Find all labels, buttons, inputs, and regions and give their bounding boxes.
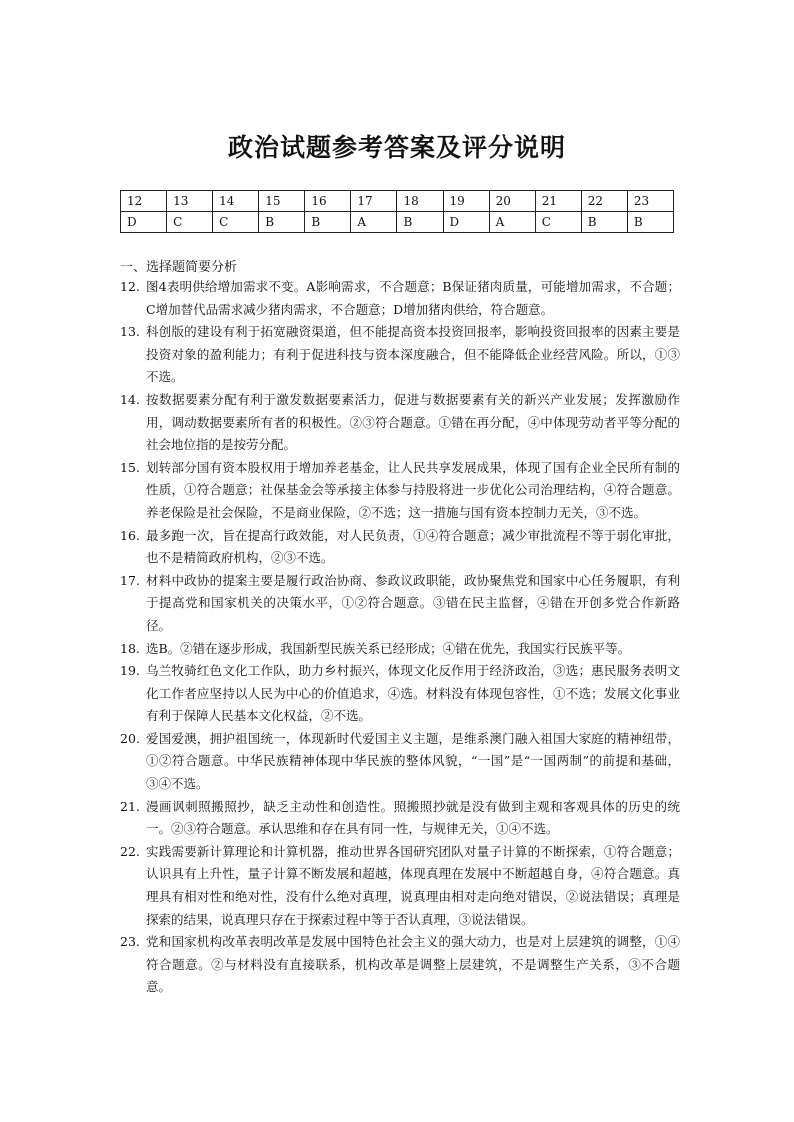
item-text: 选B。②错在逐步形成，我国新型民族关系已经形成；④错在优先，我国实行民族平等。 bbox=[146, 640, 631, 656]
item-text: 材料中政协的提案主要是履行政治协商、参政议政职能，政协聚焦党和国家中心任务履职，有利于提高党和国家机关的决策水平，①②符合题意。③错在民主监督，④错在开创多党合作新路径。 bbox=[146, 572, 680, 633]
question-number-cell: 15 bbox=[259, 191, 305, 212]
answer-cell: B bbox=[581, 212, 627, 233]
answer-cell: C bbox=[213, 212, 259, 233]
question-number-cell: 17 bbox=[351, 191, 397, 212]
answer-cell: B bbox=[627, 212, 673, 233]
question-number-cell: 22 bbox=[581, 191, 627, 212]
item-number: 13. bbox=[120, 324, 140, 340]
analysis-item bbox=[120, 321, 680, 389]
answer-cell: D bbox=[121, 212, 167, 233]
item-text: 科创版的建设有利于拓宽融资渠道，但不能提高资本投资回报率，影响投资回报率的因素主要是投资对象的盈利能力；有利于促进科技与资本深度融合，但不能降低企业经营风险。所以，①③不选。 bbox=[146, 324, 680, 385]
analysis-item bbox=[120, 638, 680, 661]
item-text: 划转部分国有资本股权用于增加养老基金，让人民共享发展成果，体现了国有企业全民所有制的性质，①符合题意；社保基金会等承接主体参与持股将进一步优化公司治理结构，④符合题意。养老保险是社会保险，不是商业保险，②不选；这一措施与国有资本控制力无关，③不选。 bbox=[146, 459, 680, 520]
item-text: 爱国爱澳，拥护祖国统一，体现新时代爱国主义主题，是维系澳门融入祖国大家庭的精神纽带，①②符合题意。中华民族精神体现中华民族的整体风貌，“一国”是“一国两制”的前提和基础，③④不选。 bbox=[146, 730, 680, 792]
answer-cell: A bbox=[489, 212, 535, 233]
question-number-cell: 23 bbox=[627, 191, 673, 212]
section-title: 一、选择题简要分析 bbox=[120, 260, 238, 275]
item-text: 漫画讽刺照搬照抄，缺乏主动性和创造性。照搬照抄就是没有做到主观和客观具体的历史的统一。②③符合题意。承认思维和存在具有同一性，与规律无关，①④不选。 bbox=[146, 798, 680, 837]
analysis-item bbox=[120, 389, 680, 457]
answer-table-number-row bbox=[121, 191, 674, 212]
analysis-item bbox=[120, 796, 680, 841]
question-number-cell: 18 bbox=[397, 191, 443, 212]
question-number-cell: 13 bbox=[167, 191, 213, 212]
item-text: 按数据要素分配有利于激发数据要素活力，促进与数据要素有关的新兴产业发展；发挥激励作用，调动数据要素所有者的积极性。②③符合题意。①错在再分配，④中体现劳动者平等分配的社会地位指的是按劳分配。 bbox=[146, 391, 680, 453]
item-number: 12. bbox=[120, 279, 140, 294]
item-text: 党和国家机构改革表明改革是发展中国特色社会主义的强大动力，也是对上层建筑的调整，①④符合题意。②与材料没有直接联系，机构改革是调整上层建筑，不是调整生产关系，③不合题意。 bbox=[146, 934, 680, 995]
item-number: 22. bbox=[120, 843, 140, 859]
item-number: 20. bbox=[120, 730, 140, 746]
answer-cell: C bbox=[167, 212, 213, 233]
answer-cell: B bbox=[259, 212, 305, 233]
item-number: 23. bbox=[120, 934, 140, 950]
analysis-item bbox=[120, 660, 680, 728]
analysis-list bbox=[120, 276, 680, 999]
question-number-cell: 14 bbox=[213, 191, 259, 212]
answer-cell: B bbox=[305, 212, 351, 233]
answer-cell: D bbox=[443, 212, 489, 233]
question-number-cell: 21 bbox=[535, 191, 581, 212]
analysis-item bbox=[120, 525, 680, 570]
item-number: 18. bbox=[120, 640, 140, 656]
page-title: 政治试题参考答案及评分说明 bbox=[227, 133, 566, 162]
question-number-cell: 20 bbox=[489, 191, 535, 212]
analysis-item bbox=[120, 728, 680, 796]
item-text: 图4表明供给增加需求不变。A影响需求，不合题意；B保证猪肉质量，可能增加需求，不合题；C增加替代品需求减少猪肉需求，不合题意；D增加猪肉供给，符合题意。 bbox=[146, 279, 680, 317]
answer-cell: A bbox=[351, 212, 397, 233]
analysis-item bbox=[120, 457, 680, 525]
question-number-cell: 12 bbox=[121, 191, 167, 212]
answer-cell: B bbox=[397, 212, 443, 233]
analysis-item bbox=[120, 931, 680, 999]
item-text: 实践需要新计算理论和计算机器，推动世界各国研究团队对量子计算的不断探索，①符合题意；认识具有上升性，量子计算不断发展和超越，体现真理在发展中不断超越自身，④符合题意。真理具有相对性和绝对性，没有什么绝对真理，说真理由相对走向绝对错误，②说法错误；真理是探索的结果，说真理只存在于探索过程中等于否认真理，③说法错误。 bbox=[146, 843, 680, 927]
item-number: 21. bbox=[120, 798, 140, 814]
question-number-cell: 16 bbox=[305, 191, 351, 212]
analysis-item bbox=[120, 276, 680, 321]
item-number: 14. bbox=[120, 391, 140, 407]
answer-table bbox=[120, 190, 674, 233]
item-number: 17. bbox=[120, 572, 140, 588]
item-number: 16. bbox=[120, 527, 140, 543]
answer-table-answer-row bbox=[121, 212, 674, 233]
item-number: 15. bbox=[120, 459, 140, 475]
item-text: 最多跑一次，旨在提高行政效能，对人民负责，①④符合题意；减少审批流程不等于弱化审批，也不是精简政府机构，②③不选。 bbox=[146, 527, 680, 566]
analysis-item bbox=[120, 570, 680, 638]
answer-cell: C bbox=[535, 212, 581, 233]
item-number: 19. bbox=[120, 663, 140, 679]
item-text: 乌兰牧骑红色文化工作队，助力乡村振兴，体现文化反作用于经济政治，③选；惠民服务表明文化工作者应坚持以人民为中心的价值追求，④选。材料没有体现包容性，①不选；发展文化事业有利于保障人民基本文化权益，②不选。 bbox=[146, 663, 680, 724]
analysis-item bbox=[120, 841, 680, 931]
question-number-cell: 19 bbox=[443, 191, 489, 212]
